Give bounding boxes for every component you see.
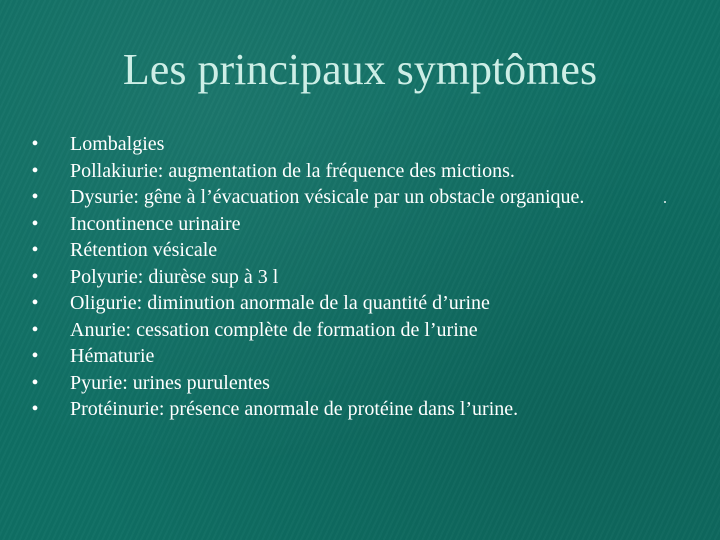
list-item	[28, 184, 688, 210]
background-speck	[664, 201, 666, 203]
list-item-text: Dysurie: gêne à l’évacuation vésicale par un obstacle organique.	[70, 186, 585, 208]
bullet-icon: •	[31, 265, 39, 288]
list-item	[28, 211, 688, 237]
list-item	[28, 370, 688, 396]
bullet-icon: •	[31, 133, 39, 155]
list-item-text: Pollakiurie: augmentation de la fréquence des mictions.	[70, 159, 515, 182]
list-item-text: Incontinence urinaire	[70, 212, 241, 235]
list-item	[28, 264, 688, 290]
list-item-text: Lombalgies	[70, 133, 165, 155]
bullet-icon: •	[31, 159, 39, 182]
bullet-icon: •	[31, 292, 39, 314]
list-item	[28, 343, 688, 369]
list-item-text: Polyurie: diurèse sup à 3 l	[70, 265, 279, 288]
bullet-icon: •	[31, 398, 39, 420]
bullet-icon: •	[31, 345, 39, 367]
list-item-text: Hématurie	[70, 345, 155, 367]
bullet-icon: •	[31, 212, 39, 235]
slide-title: Les principaux symptômes	[122, 45, 598, 94]
list-item-text: Pyurie: urines purulentes	[70, 371, 270, 394]
list-item-text: Rétention vésicale	[70, 239, 218, 261]
symptom-list	[28, 131, 688, 423]
bullet-icon: •	[31, 186, 39, 208]
bullet-icon: •	[31, 318, 39, 341]
list-item	[28, 131, 688, 157]
list-item-text: Anurie: cessation complète de formation de l’urine	[70, 318, 478, 341]
bullet-icon: •	[31, 239, 39, 261]
list-item	[28, 290, 688, 316]
list-item	[28, 396, 688, 422]
list-item	[28, 158, 688, 184]
list-item-text: Protéinurie: présence anormale de protéine dans l’urine.	[70, 398, 519, 420]
bullet-icon: •	[31, 371, 39, 394]
list-item-text: Oligurie: diminution anormale de la quantité d’urine	[70, 292, 490, 314]
list-item	[28, 317, 688, 343]
list-item	[28, 237, 688, 263]
